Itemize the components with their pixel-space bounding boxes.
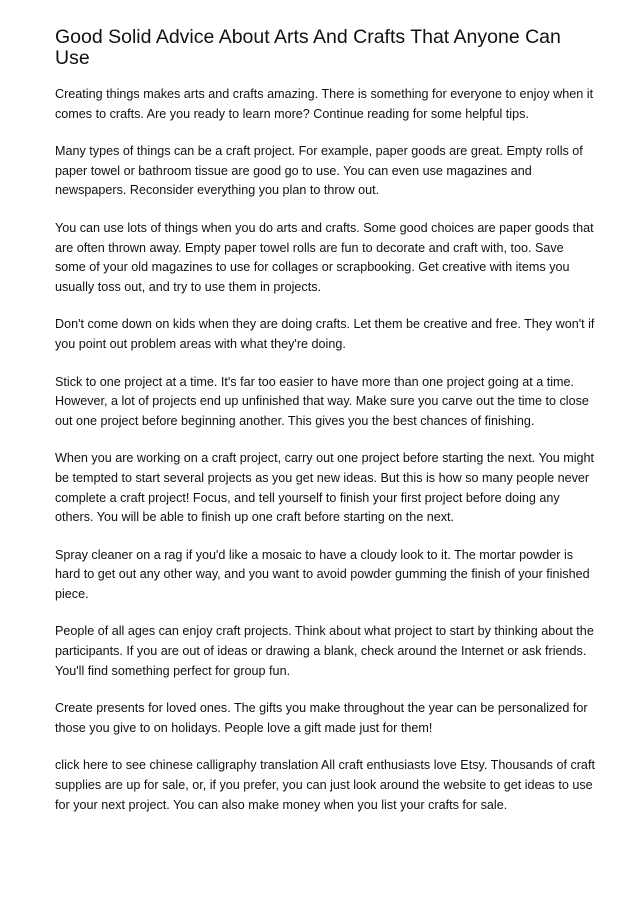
document-title: Good Solid Advice About Arts And Crafts That Anyone Can Use xyxy=(55,26,561,69)
paragraph-one-project: Stick to one project at a time. It's far too easier to have more than one project going at a time. However, a lot of projects end up unfinished that way. Make sure you carve out the time to close out one project before beginning another. This gives you the best chances of finishing. xyxy=(55,374,589,428)
paragraph-finish-first: When you are working on a craft project, carry out one project before starting the next. You might be tempted to start several projects as you get new ideas. But this is how so many people never complete a craft project! Focus, and tell yourself to finish your first project before doing any others. You will be able to finish up one craft before starting on the next. xyxy=(55,451,595,525)
paragraph-reuse-items: You can use lots of things when you do arts and crafts. Some good choices are paper goods that are often thrown away. Empty paper towel rolls are fun to decorate and craft with, too. Save some of your old magazines to use for collages or scrapbooking. Get creative with items you usually toss out, and try to use them in projects. xyxy=(55,220,594,294)
paragraph-all-ages: People of all ages can enjoy craft projects. Think about what project to start by thinking about the participants. If you are out of ideas or drawing a blank, check around the Internet or ask friends. You'll find something perfect for group fun. xyxy=(55,624,594,678)
document-page xyxy=(55,27,595,833)
paragraph-intro: Creating things makes arts and crafts amazing. There is something for everyone to enjoy when it comes to crafts. Are you ready to learn more? Continue reading for some helpful tips. xyxy=(55,87,594,121)
paragraph-etsy: click here to see chinese calligraphy translation All craft enthusiasts love Etsy. Thousands of craft supplies are up for sale, or, if you prefer, you can just look around the website to get ideas to use for your next project. You can also make money when you list your crafts for sale. xyxy=(55,758,595,812)
paragraph-kids: Don't come down on kids when they are doing crafts. Let them be creative and free. They won't if you point out problem areas with what they're doing. xyxy=(55,317,595,351)
paragraph-mosaic: Spray cleaner on a rag if you'd like a mosaic to have a cloudy look to it. The mortar powder is hard to get out any other way, and you want to avoid powder gumming the finish of your finished piece. xyxy=(55,547,590,601)
paragraph-craft-materials: Many types of things can be a craft project. For example, paper goods are great. Empty rolls of paper towel or bathroom tissue are good go to use. You can even use magazines and newspapers. Reconsider everything you plan to throw out. xyxy=(55,144,583,198)
paragraph-presents: Create presents for loved ones. The gifts you make throughout the year can be personalized for those you give to on holidays. People love a gift made just for them! xyxy=(55,701,588,735)
